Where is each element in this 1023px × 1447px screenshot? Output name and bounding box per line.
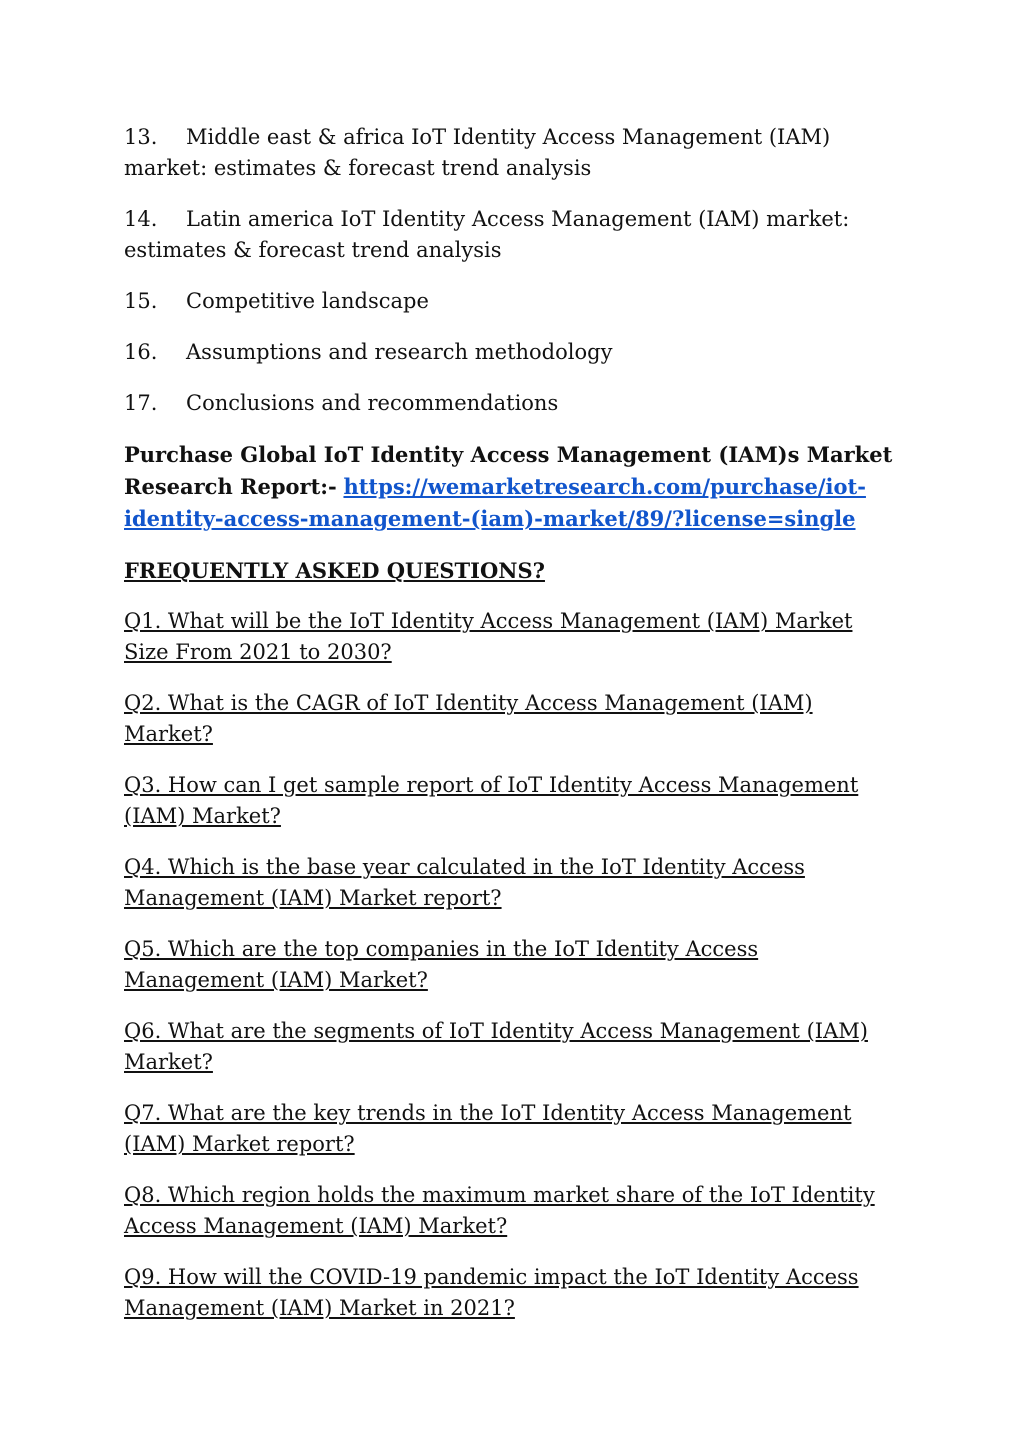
- toc-text: Competitive landscape: [186, 289, 429, 313]
- faq-item-q4: [124, 852, 894, 914]
- faq-item-q2: [124, 688, 894, 750]
- faq-question-link[interactable]: Q2. What is the CAGR of IoT Identity Access Management (IAM) Market?: [124, 691, 813, 746]
- faq-question-link[interactable]: Q7. What are the key trends in the IoT Identity Access Management (IAM) Market report?: [124, 1101, 852, 1156]
- toc-item-14: [124, 204, 894, 266]
- faq-item-q8: [124, 1180, 894, 1242]
- faq-question-link[interactable]: Q1. What will be the IoT Identity Access Management (IAM) Market Size From 2021 to 2030?: [124, 609, 853, 664]
- faq-question-link[interactable]: Q8. Which region holds the maximum market share of the IoT Identity Access Management (IAM) Market?: [124, 1183, 875, 1238]
- purchase-link[interactable]: https://wemarketresearch.com/purchase/iot-identity-access-management-(iam)-market/89/?license=single: [124, 474, 866, 531]
- toc-item-16: [124, 337, 894, 368]
- faq-question-link[interactable]: Q9. How will the COVID-19 pandemic impact the IoT Identity Access Management (IAM) Market in 2021?: [124, 1265, 859, 1320]
- faq-heading: FREQUENTLY ASKED QUESTIONS?: [124, 558, 545, 583]
- toc-number: 14.: [124, 207, 158, 231]
- faq-question-link[interactable]: Q4. Which is the base year calculated in the IoT Identity Access Management (IAM) Market report?: [124, 855, 805, 910]
- faq-item-q7: [124, 1098, 894, 1160]
- purchase-label: Purchase Global IoT Identity Access Management (IAM)s Market Research Report:-: [124, 442, 893, 499]
- faq-question-link[interactable]: Q3. How can I get sample report of IoT Identity Access Management (IAM) Market?: [124, 773, 859, 828]
- toc-number: 17.: [124, 391, 158, 415]
- faq-item-q6: [124, 1016, 894, 1078]
- document-page: [124, 122, 894, 1344]
- toc-item-15: [124, 286, 894, 317]
- toc-text: Conclusions and recommendations: [186, 391, 559, 415]
- toc-text: Assumptions and research methodology: [186, 340, 613, 364]
- faq-item-q1: [124, 606, 894, 668]
- faq-item-q3: [124, 770, 894, 832]
- toc-item-13: [124, 122, 894, 184]
- faq-item-q5: [124, 934, 894, 996]
- toc-text: Latin america IoT Identity Access Management (IAM) market: estimates & forecast trend analysis: [124, 207, 850, 262]
- faq-question-link[interactable]: Q5. Which are the top companies in the IoT Identity Access Management (IAM) Market?: [124, 937, 759, 992]
- faq-item-q9: [124, 1262, 894, 1324]
- faq-question-link[interactable]: Q6. What are the segments of IoT Identity Access Management (IAM) Market?: [124, 1019, 868, 1074]
- toc-item-17: [124, 388, 894, 419]
- toc-number: 16.: [124, 340, 158, 364]
- toc-number: 15.: [124, 289, 158, 313]
- purchase-paragraph: [124, 439, 894, 535]
- toc-text: Middle east & africa IoT Identity Access Management (IAM) market: estimates & forecast trend analysis: [124, 125, 831, 180]
- toc-number: 13.: [124, 125, 158, 149]
